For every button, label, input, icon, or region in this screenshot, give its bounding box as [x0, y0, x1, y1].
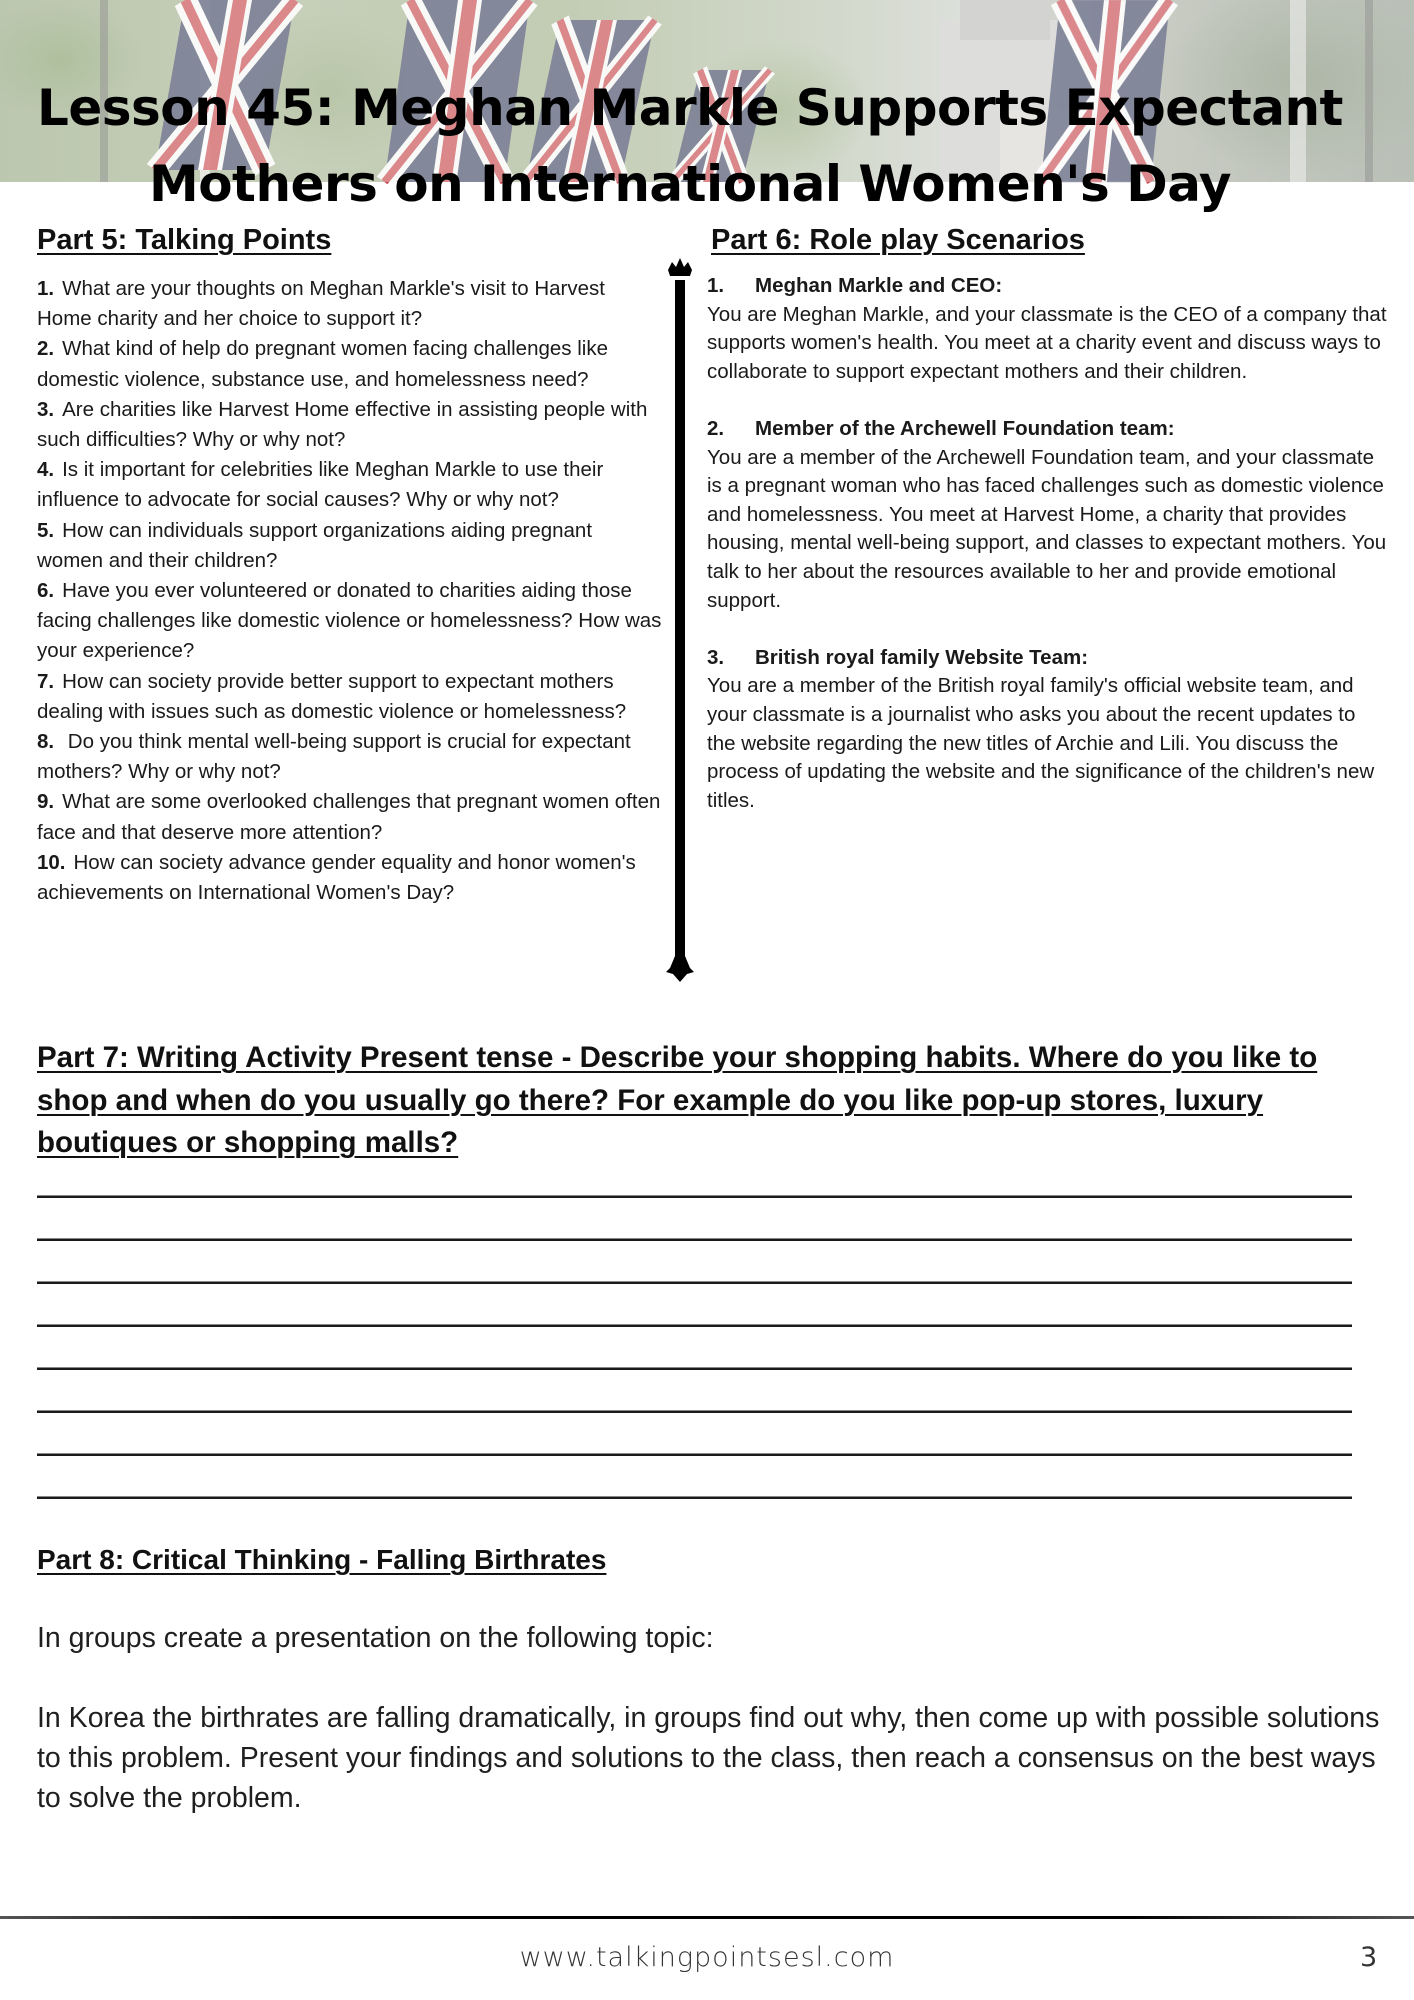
page-number: 3: [1360, 1942, 1378, 1973]
title-line-2: Mothers on International Women's Day: [148, 154, 1232, 213]
item-text: What are some overlooked challenges that pregnant women often face and that deserve more attention?: [37, 790, 661, 844]
part7-heading: Part 7: Writing Activity Present tense - Describe your shopping habits. Where do you like to shop and when do you usually go there? For example do you like pop-up stores, luxury boutiques or shopping malls?: [37, 1041, 1318, 1159]
item-number: 6.: [37, 579, 55, 603]
part5-heading: Part 5: Talking Points: [37, 224, 332, 256]
scenario-title-text: Member of the Archewell Foundation team:: [755, 416, 1175, 440]
scenario-body: You are a member of the Archewell Foundation team, and your classmate is a pregnant woman who has faced challenges such as domestic violence and homelessness. You meet at Harvest Home, a charity that provides housing, mental well-being support, and classes to expectant mothers. You talk to her about the resources available to her and provide emotional support.: [707, 445, 1387, 612]
item-text: How can individuals support organizations aiding pregnant women and their children?: [37, 518, 593, 572]
talking-point: [37, 667, 662, 727]
talking-point: [37, 727, 662, 787]
page-title: [0, 70, 1380, 222]
item-text: What kind of help do pregnant women facing challenges like domestic violence, substance use, and homelessness need?: [37, 337, 608, 391]
part6-heading: Part 6: Role play Scenarios: [711, 224, 1085, 256]
title-line-1: Lesson 45: Meghan Markle Supports Expectant: [37, 78, 1343, 137]
item-text: Are charities like Harvest Home effective in assisting people with such difficulties? Why or why not?: [37, 397, 648, 452]
item-text: What are your thoughts on Meghan Markle's visit to Harvest Home charity and her choice to support it?: [37, 277, 605, 331]
footer-website-link[interactable]: www.talkingpointsesl.com: [519, 1942, 895, 1973]
roleplay-list: [707, 272, 1387, 844]
item-number: 5.: [37, 518, 55, 542]
part8-heading: Part 8: Critical Thinking - Falling Birthrates: [37, 1544, 607, 1575]
part8-body: [37, 1618, 1382, 1858]
talking-point: [37, 274, 662, 334]
item-text: Have you ever volunteered or donated to charities aiding those facing challenges like domestic violence or homelessness? How was your experience?: [37, 579, 662, 663]
scenario-title: [707, 272, 1387, 301]
item-number: 4.: [37, 458, 55, 482]
item-text: Is it important for celebrities like Meghan Markle to use their influence to advocate for social causes? Why or why not?: [37, 458, 604, 512]
scenario-title: [707, 415, 1387, 444]
item-text: How can society provide better support to expectant mothers dealing with issues such as domestic violence or homelessness?: [37, 669, 627, 723]
writing-line[interactable]: [37, 1413, 1352, 1456]
part8-topic: In Korea the birthrates are falling dramatically, in groups find out why, then come up with possible solutions to this problem. Present your findings and solutions to the class, then reach a consensus on the best ways to solve the problem.: [37, 1702, 1380, 1814]
scenario-number: 3.: [707, 645, 725, 669]
scenario-title-text: British royal family Website Team:: [755, 645, 1089, 669]
roleplay-scenario: [707, 415, 1387, 615]
scenario-body: You are a member of the British royal family's official website team, and your classmate is a journalist who asks you about the recent updates to the website regarding the new titles of Archie and Lili. You discuss the process of updating the website and the significance of the children's new titles.: [707, 674, 1375, 812]
scenario-number: 1.: [707, 274, 725, 297]
item-number: 10.: [37, 850, 66, 874]
talking-point: [37, 576, 662, 667]
item-number: 7.: [37, 669, 55, 693]
writing-line[interactable]: [37, 1198, 1352, 1241]
writing-area[interactable]: [37, 1192, 1352, 1499]
column-divider-icon: [663, 256, 697, 984]
item-number: 2.: [37, 337, 55, 361]
writing-line[interactable]: [37, 1370, 1352, 1413]
item-text: How can society advance gender equality and honor women's achievements on International Women's Day?: [37, 850, 636, 905]
roleplay-scenario: [707, 272, 1387, 386]
scenario-body: You are Meghan Markle, and your classmate is the CEO of a company that supports women's health. You meet at a charity event and discuss ways to collaborate to support expectant mothers and their children.: [707, 302, 1387, 383]
talking-point: [37, 516, 662, 576]
scenario-number: 2.: [707, 416, 725, 440]
writing-line[interactable]: [37, 1284, 1352, 1327]
item-number: 1.: [37, 277, 55, 300]
header-banner: [0, 0, 1414, 213]
roleplay-scenario: [707, 644, 1387, 816]
talking-point: [37, 395, 662, 455]
talking-point: [37, 455, 662, 515]
item-number: 8.: [37, 730, 55, 754]
talking-point: [37, 787, 662, 847]
item-number: 9.: [37, 790, 55, 814]
writing-line[interactable]: [37, 1241, 1352, 1284]
item-text: Do you think mental well-being support is crucial for expectant mothers? Why or why not?: [37, 730, 631, 784]
scenario-title: [707, 644, 1387, 673]
item-number: 3.: [37, 397, 55, 421]
part8-instruction: In groups create a presentation on the following topic:: [37, 1622, 714, 1654]
writing-line[interactable]: [37, 1327, 1352, 1370]
talking-point: [37, 334, 662, 394]
footer-divider: [0, 1916, 1414, 1919]
talking-points-list: [37, 274, 662, 908]
scenario-title-text: Meghan Markle and CEO:: [755, 274, 1003, 297]
writing-line[interactable]: [37, 1456, 1352, 1499]
talking-point: [37, 848, 662, 908]
